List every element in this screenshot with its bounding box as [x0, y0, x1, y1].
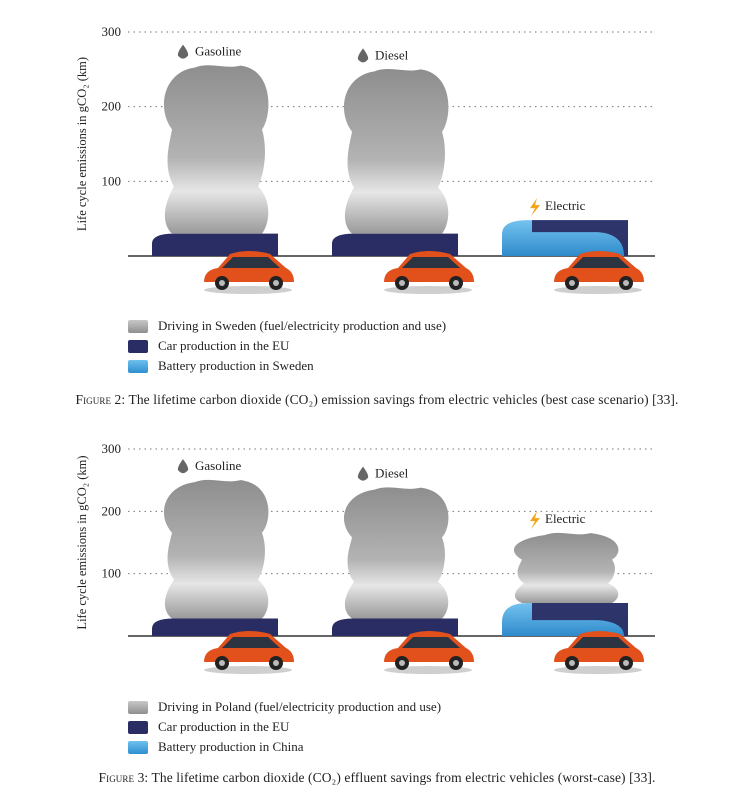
- bar-driving-emissions: [514, 533, 618, 603]
- legend-swatch-car: [128, 340, 148, 353]
- legend-label: Driving in Sweden (fuel/electricity production and use): [158, 318, 447, 333]
- y-tick-label: 200: [101, 98, 121, 114]
- legend-item: [128, 356, 446, 376]
- caption-text: The lifetime carbon dioxide (CO₂) effluent savings from electric vehicles (worst-case) [33].: [151, 770, 656, 785]
- lightning-icon: [530, 198, 540, 216]
- legend-label: Battery production in Sweden: [158, 358, 314, 373]
- y-axis-label: Life cycle emissions in gCO₂ (km): [75, 455, 89, 630]
- bar-driving-emissions: [344, 69, 448, 234]
- legend-item: [128, 336, 446, 356]
- car-illustration: [204, 251, 294, 294]
- legend-swatch-battery: [128, 360, 148, 373]
- legend-label: Car production in the EU: [158, 338, 290, 353]
- legend-swatch-driving: [128, 320, 148, 333]
- legend-swatch-battery: [128, 741, 148, 754]
- category-label: Diesel: [375, 465, 409, 481]
- caption-label: Figure 3:: [98, 770, 149, 785]
- y-tick-label: 100: [101, 173, 121, 189]
- category-label: Electric: [545, 511, 586, 527]
- category-label: Gasoline: [195, 458, 242, 474]
- legend-label: Car production in the EU: [158, 719, 290, 734]
- legend-label: Driving in Poland (fuel/electricity production and use): [158, 699, 442, 714]
- y-tick-label: 300: [101, 24, 121, 39]
- bar-driving-emissions: [164, 65, 268, 233]
- legend: [128, 316, 446, 376]
- fuel-drop-icon: [358, 467, 368, 481]
- figure-caption: [0, 392, 754, 408]
- y-tick-label: 300: [101, 441, 121, 456]
- fuel-drop-icon: [178, 459, 188, 473]
- figure-caption: [0, 770, 754, 786]
- car-illustration: [384, 251, 474, 294]
- caption-text: The lifetime carbon dioxide (CO₂) emission savings from electric vehicles (best case scenario) [33].: [128, 392, 679, 407]
- category-label: Diesel: [375, 47, 409, 63]
- legend-item: [128, 316, 446, 336]
- legend-item: [128, 737, 441, 757]
- figure-worst-case: [0, 430, 754, 800]
- legend-label: Battery production in China: [158, 739, 304, 754]
- category-label: Gasoline: [195, 43, 242, 59]
- legend-swatch-driving: [128, 701, 148, 714]
- legend-swatch-car: [128, 721, 148, 734]
- bar-driving-emissions: [164, 480, 268, 619]
- chart-best-case: [0, 0, 754, 305]
- bar-driving-emissions: [344, 487, 448, 618]
- legend-item: [128, 717, 441, 737]
- y-axis-label: Life cycle emissions in gCO₂ (km): [75, 56, 89, 232]
- car-illustration: [384, 631, 474, 674]
- car-illustration: [204, 631, 294, 674]
- lightning-icon: [530, 511, 540, 529]
- car-illustration: [554, 631, 644, 674]
- y-tick-label: 200: [101, 503, 121, 519]
- legend: [128, 697, 441, 757]
- y-tick-label: 100: [101, 565, 121, 581]
- category-label: Electric: [545, 198, 586, 214]
- chart-worst-case: [0, 430, 754, 685]
- fuel-drop-icon: [358, 48, 368, 62]
- caption-label: Figure 2:: [75, 392, 126, 407]
- fuel-drop-icon: [178, 45, 188, 59]
- car-illustration: [554, 251, 644, 294]
- legend-item: [128, 697, 441, 717]
